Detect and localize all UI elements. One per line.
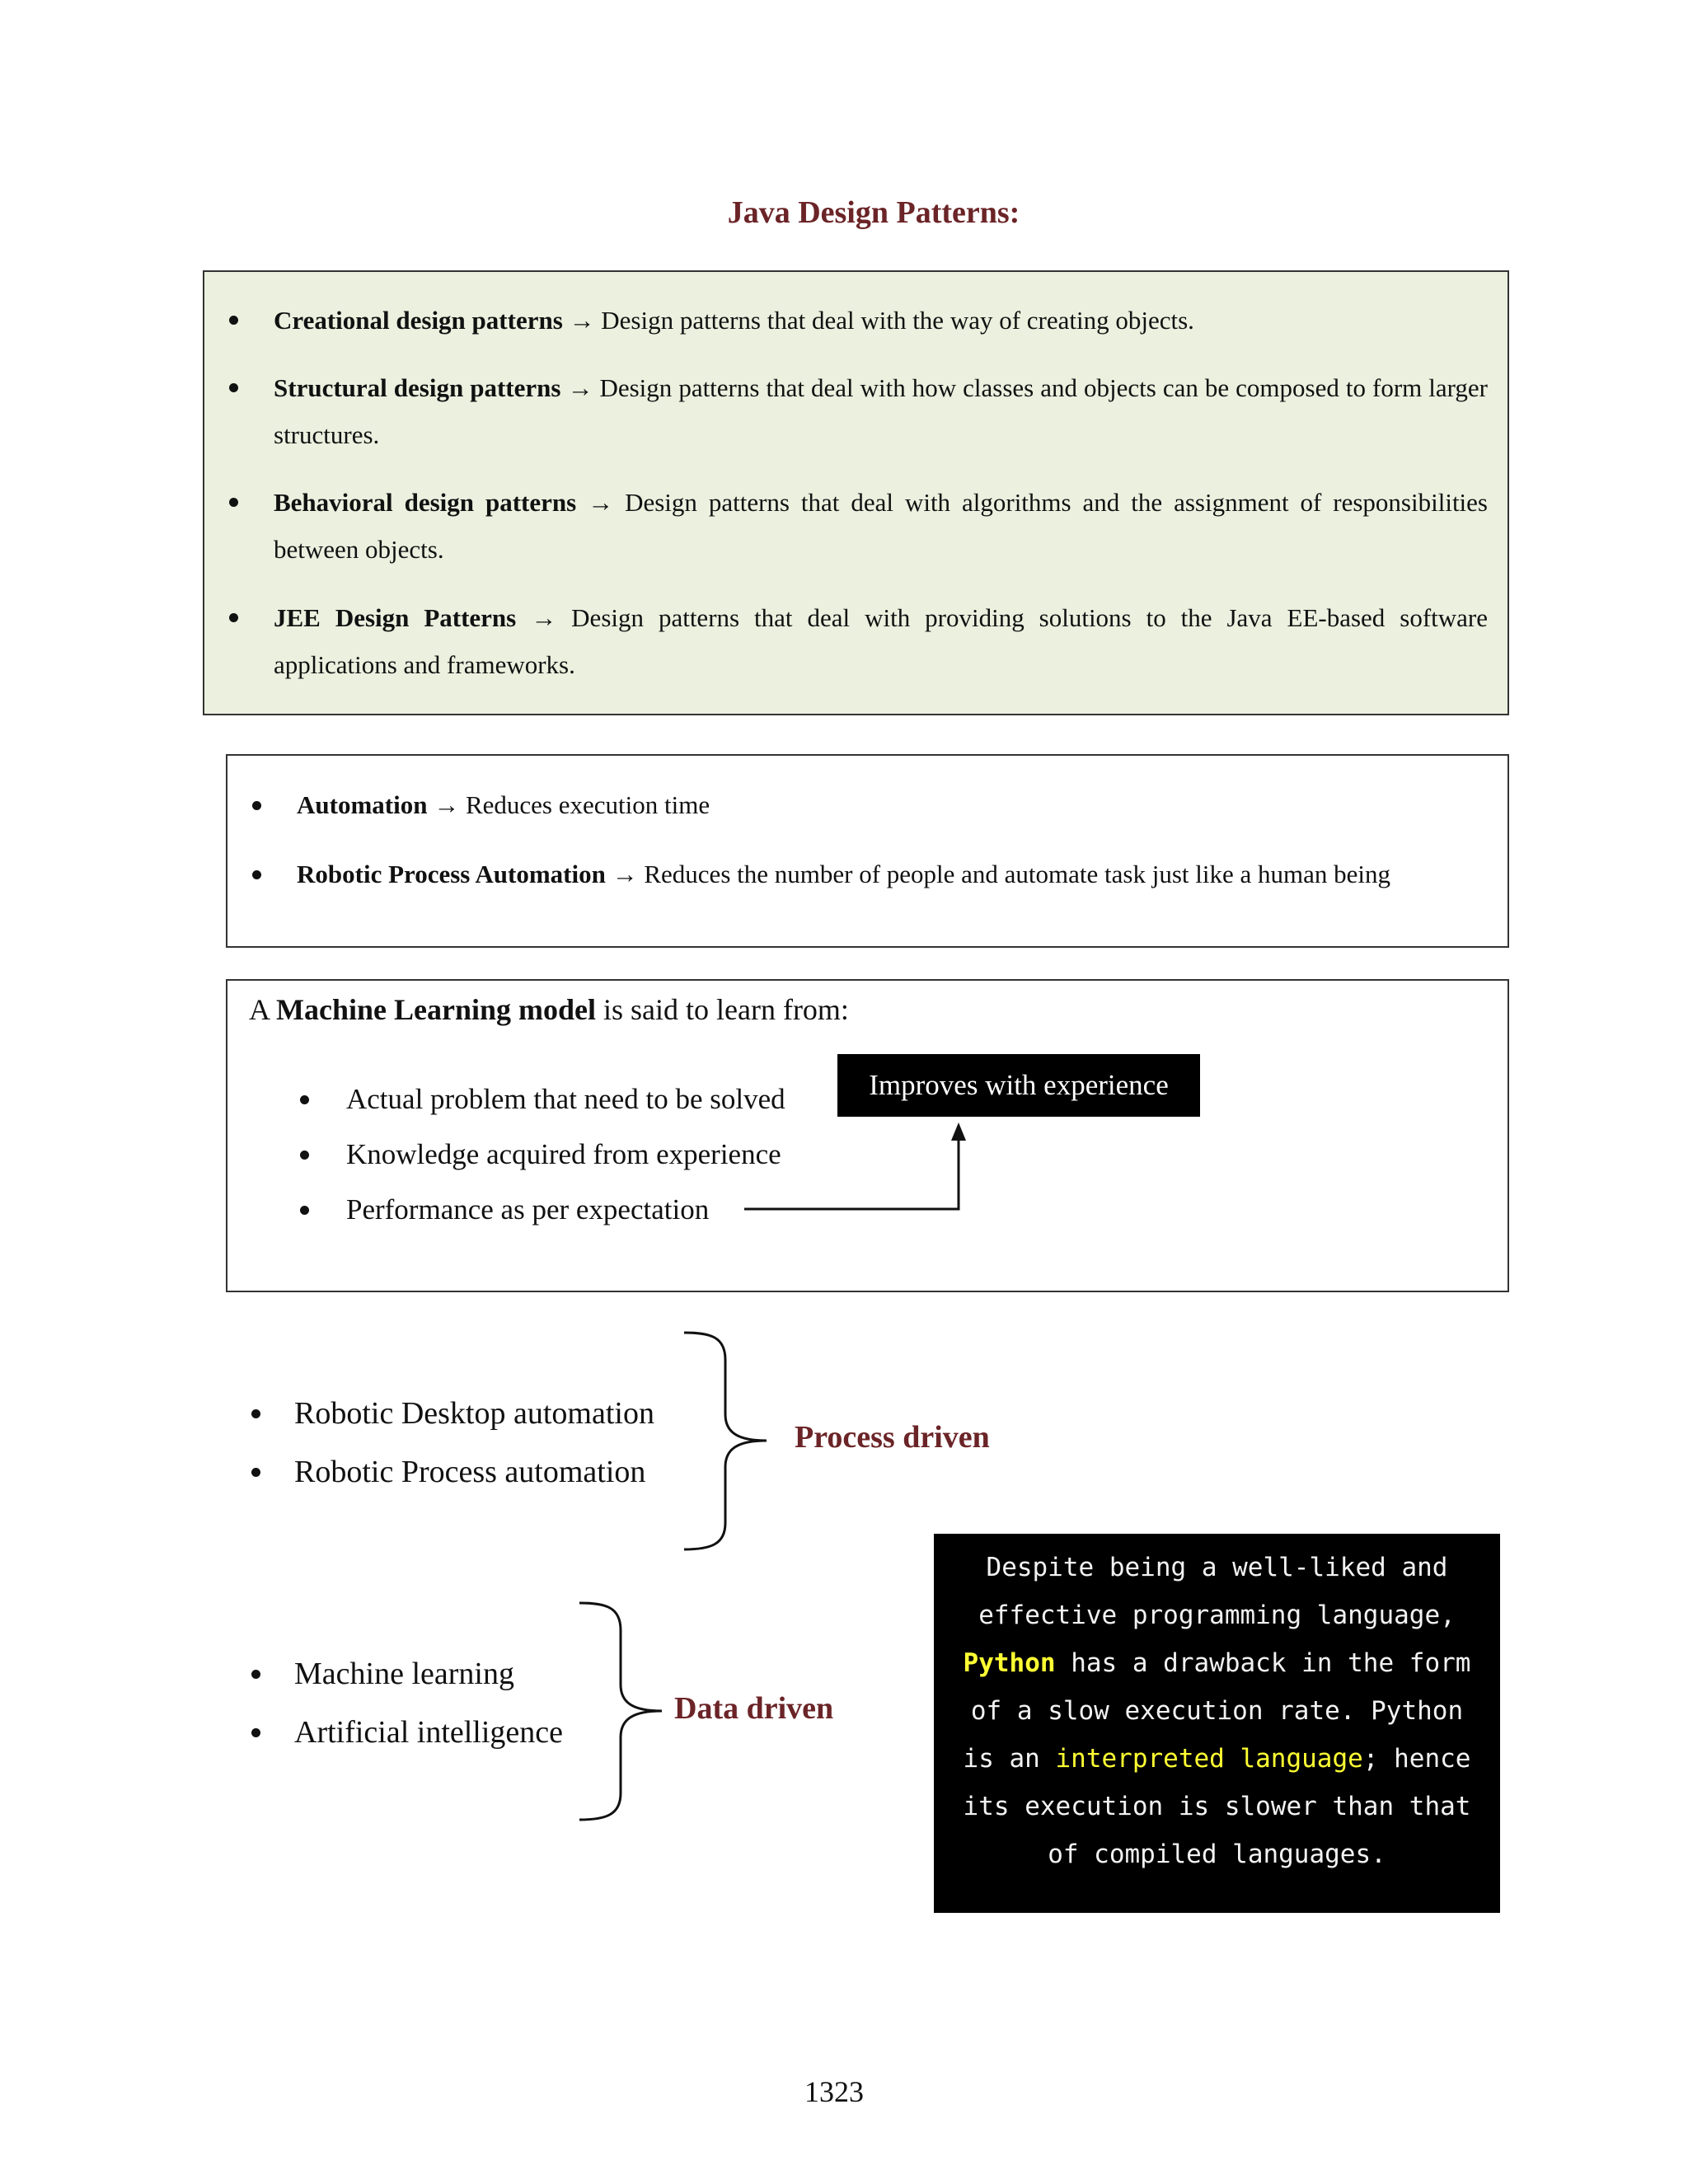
right-brace-icon — [684, 1333, 767, 1549]
note-line — [934, 1639, 1500, 1687]
pattern-term: Creational design patterns — [274, 306, 563, 335]
note-text: has a drawback in the form — [1055, 1648, 1471, 1678]
page-number: 1323 — [804, 2075, 864, 2108]
bullet-icon — [251, 1670, 260, 1679]
automation-desc: → Reduces the number of people and automate task just like a human being — [605, 860, 1390, 888]
note-line — [934, 1735, 1500, 1783]
interpreted-highlight: interpreted language — [1055, 1744, 1363, 1774]
process-driven-label: Process driven — [795, 1420, 990, 1455]
experience-callout: Improves with experience — [837, 1054, 1200, 1117]
note-line: its execution is slower than that — [963, 1792, 1471, 1821]
pattern-term: JEE Design Patterns — [274, 603, 517, 632]
note-text: is an — [963, 1744, 1056, 1774]
pattern-term: Behavioral design patterns — [274, 488, 577, 517]
pattern-desc: → Design patterns that deal with algorithms and the assignment of responsibilities between objects. — [274, 488, 1488, 564]
python-note-box — [934, 1534, 1500, 1913]
arrow-up-icon — [744, 1122, 966, 1209]
data-item-text: Artificial intelligence — [294, 1715, 564, 1750]
process-item-text: Robotic Process automation — [294, 1455, 646, 1489]
pattern-desc: → Design patterns that deal with the way of creating objects. — [562, 306, 1194, 335]
right-brace-icon — [579, 1603, 662, 1820]
note-line: Despite being a well-liked and — [986, 1553, 1448, 1582]
ml-intro-bold: Machine Learning model — [276, 993, 596, 1026]
list-item — [294, 1393, 654, 1434]
automation-desc: → Reduces execution time — [427, 790, 710, 819]
ml-item-text: Performance as per expectation — [346, 1193, 710, 1226]
automation-term: Robotic Process Automation — [297, 860, 606, 888]
note-line: of a slow execution rate. Python — [970, 1696, 1464, 1726]
list-item — [294, 1653, 514, 1694]
data-driven-label: Data driven — [674, 1691, 834, 1726]
ml-item-text: Actual problem that need to be solved — [346, 1083, 785, 1115]
list-item — [294, 1712, 563, 1753]
bullet-icon — [251, 1409, 260, 1418]
ml-intro-suffix: is said to learn from: — [596, 993, 849, 1026]
python-highlight: Python — [963, 1648, 1056, 1678]
pattern-term: Structural design patterns — [274, 373, 561, 402]
data-item-text: Machine learning — [294, 1657, 514, 1691]
note-text: ; hence — [1362, 1744, 1471, 1774]
process-item-text: Robotic Desktop automation — [294, 1396, 654, 1431]
ml-item-text: Knowledge acquired from experience — [346, 1138, 781, 1170]
python-note-text — [934, 1544, 1500, 1878]
bullet-icon — [251, 1728, 260, 1737]
list-item — [294, 1451, 645, 1493]
bullet-icon — [251, 1468, 260, 1477]
note-line: of compiled languages. — [1048, 1840, 1386, 1869]
note-line: effective programming language, — [978, 1601, 1456, 1630]
page-title: Java Design Patterns: — [727, 195, 1020, 230]
pattern-desc: → Design patterns that deal with providing solutions to the Java EE-based software applications and frameworks. — [274, 603, 1488, 679]
ml-intro-prefix: A — [249, 993, 277, 1026]
pattern-desc: → Design patterns that deal with how classes and objects can be composed to form larger structures. — [274, 373, 1488, 449]
automation-term: Automation — [297, 790, 428, 819]
